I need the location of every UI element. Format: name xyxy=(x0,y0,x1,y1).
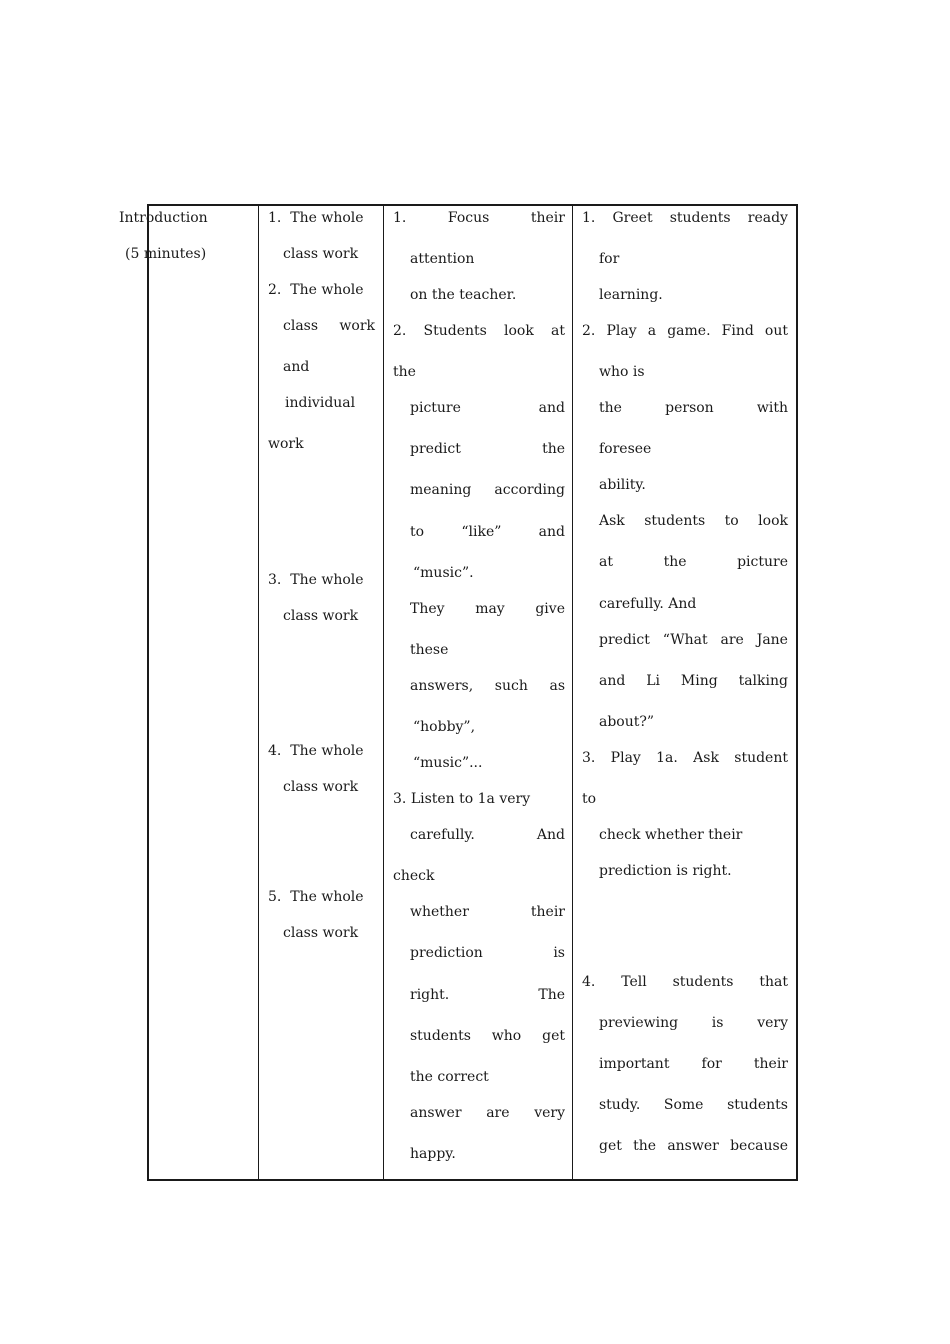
teacher-line: check whether their xyxy=(599,827,743,843)
student-line: the correct xyxy=(410,1069,489,1085)
teacher-line: important for their xyxy=(599,1056,788,1072)
org-2-line: class work xyxy=(283,318,375,334)
table-top-border xyxy=(147,204,798,206)
teacher-line: to xyxy=(582,791,597,807)
column-divider xyxy=(572,204,573,1181)
stage-duration: (5 minutes) xyxy=(125,246,207,262)
student-line: attention xyxy=(410,251,475,267)
student-line: They may give xyxy=(410,601,565,617)
org-5-line: class work xyxy=(283,925,359,941)
teacher-line: the person with xyxy=(599,400,788,416)
teacher-line: predict “What are Jane xyxy=(599,632,788,648)
teacher-line: learning. xyxy=(599,287,663,303)
table-bottom-border xyxy=(147,1179,798,1181)
teacher-line: about?” xyxy=(599,714,655,730)
student-line: right. The xyxy=(410,987,565,1003)
teacher-line: study. Some students xyxy=(599,1097,788,1113)
student-line: answers, such as xyxy=(410,678,565,694)
student-line: “music”... xyxy=(413,755,483,771)
teacher-line: previewing is very xyxy=(599,1015,788,1031)
student-line: whether their xyxy=(410,904,565,920)
teacher-line: and Li Ming talking xyxy=(599,673,788,689)
student-line: meaning according xyxy=(410,482,565,498)
student-line: happy. xyxy=(410,1146,456,1162)
teacher-line: 3. Play 1a. Ask student xyxy=(582,750,788,766)
student-line: 2. Students look at xyxy=(393,323,565,339)
student-line: predict the xyxy=(410,441,565,457)
teacher-line: at the picture xyxy=(599,554,788,570)
student-line: these xyxy=(410,642,449,658)
teacher-line: ability. xyxy=(599,477,646,493)
student-line: 3. Listen to 1a very xyxy=(393,791,531,807)
teacher-line: who is xyxy=(599,364,645,380)
column-divider xyxy=(258,204,259,1181)
teacher-line: 1. Greet students ready xyxy=(582,210,788,226)
student-line: the xyxy=(393,364,416,380)
teacher-line: carefully. And xyxy=(599,596,697,612)
table-left-border xyxy=(147,204,149,1181)
org-4-line: class work xyxy=(283,779,359,795)
org-1-line: 1. The whole xyxy=(268,210,364,226)
student-line: 1. Focus their xyxy=(393,210,565,226)
student-line: picture and xyxy=(410,400,565,416)
student-line: check xyxy=(393,868,435,884)
org-5-line: 5. The whole xyxy=(268,889,364,905)
teacher-line: 4. Tell students that xyxy=(582,974,788,990)
teacher-line: for xyxy=(599,251,620,267)
org-4-line: 4. The whole xyxy=(268,743,364,759)
student-line: students who get xyxy=(410,1028,565,1044)
teacher-line: Ask students to look xyxy=(599,513,788,529)
org-1-line: class work xyxy=(283,246,359,262)
teacher-line: prediction is right. xyxy=(599,863,732,879)
student-line: prediction is xyxy=(410,945,565,961)
teacher-line: get the answer because xyxy=(599,1138,788,1154)
org-2-line: and xyxy=(283,359,310,375)
student-line: to “like” and xyxy=(410,524,565,540)
student-line: answer are very xyxy=(410,1105,565,1121)
org-2-line: 2. The whole xyxy=(268,282,364,298)
student-line: carefully. And xyxy=(410,827,565,843)
org-3-line: class work xyxy=(283,608,359,624)
org-3-line: 3. The whole xyxy=(268,572,364,588)
stage-name: Introduction xyxy=(119,210,208,226)
student-line: “music”. xyxy=(413,565,474,581)
student-line: on the teacher. xyxy=(410,287,517,303)
teacher-line: 2. Play a game. Find out xyxy=(582,323,788,339)
teacher-line: foresee xyxy=(599,441,652,457)
student-line: “hobby”, xyxy=(413,719,476,735)
org-2-line: individual xyxy=(285,395,356,411)
table-right-border xyxy=(796,204,798,1181)
org-2-line: work xyxy=(268,436,304,452)
column-divider xyxy=(383,204,384,1181)
